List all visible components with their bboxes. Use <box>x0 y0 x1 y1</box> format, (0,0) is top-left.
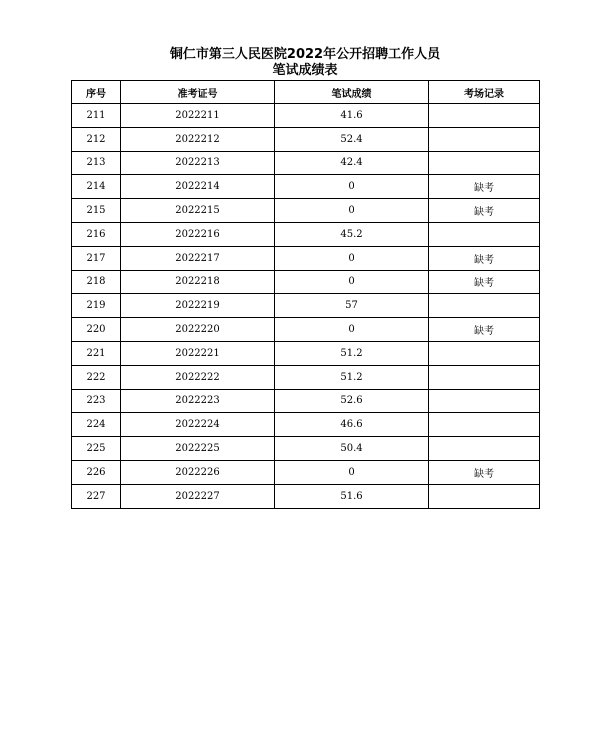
written-score-cell: 0 <box>275 460 429 484</box>
written-score-cell: 0 <box>275 318 429 342</box>
written-score-cell: 51.2 <box>275 365 429 389</box>
ticket-number-cell: 2022225 <box>121 437 275 461</box>
serial-number-cell: 215 <box>72 199 121 223</box>
table-row <box>72 484 540 508</box>
page-subtitle: 笔试成绩表 <box>272 63 338 78</box>
header-serial-number: 序号 <box>72 81 121 104</box>
page-title: 铜仁市第三人民医院2022年公开招聘工作人员 <box>169 47 441 62</box>
written-score-cell: 51.2 <box>275 341 429 365</box>
ticket-number-cell: 2022214 <box>121 175 275 199</box>
table-row <box>72 460 540 484</box>
written-score-cell: 41.6 <box>275 104 429 128</box>
table-row <box>72 104 540 128</box>
header-ticket-number: 准考证号 <box>121 81 275 104</box>
serial-number-cell: 213 <box>72 151 121 175</box>
ticket-number-cell: 2022227 <box>121 484 275 508</box>
ticket-number-cell: 2022218 <box>121 270 275 294</box>
table-body <box>72 104 540 509</box>
table-row <box>72 389 540 413</box>
exam-record-cell: 缺考 <box>429 175 540 199</box>
exam-record-cell <box>429 484 540 508</box>
serial-number-cell: 218 <box>72 270 121 294</box>
table-row <box>72 294 540 318</box>
serial-number-cell: 225 <box>72 437 121 461</box>
table-row <box>72 413 540 437</box>
exam-record-cell <box>429 341 540 365</box>
written-score-cell: 0 <box>275 175 429 199</box>
exam-record-cell <box>429 222 540 246</box>
serial-number-cell: 222 <box>72 365 121 389</box>
serial-number-cell: 219 <box>72 294 121 318</box>
serial-number-cell: 226 <box>72 460 121 484</box>
ticket-number-cell: 2022226 <box>121 460 275 484</box>
exam-record-cell <box>429 294 540 318</box>
written-score-cell: 0 <box>275 270 429 294</box>
ticket-number-cell: 2022221 <box>121 341 275 365</box>
exam-record-cell: 缺考 <box>429 318 540 342</box>
written-score-cell: 52.6 <box>275 389 429 413</box>
serial-number-cell: 220 <box>72 318 121 342</box>
written-score-cell: 51.6 <box>275 484 429 508</box>
ticket-number-cell: 2022222 <box>121 365 275 389</box>
table-row <box>72 365 540 389</box>
ticket-number-cell: 2022219 <box>121 294 275 318</box>
ticket-number-cell: 2022216 <box>121 222 275 246</box>
table-row <box>72 127 540 151</box>
score-table <box>71 80 540 509</box>
written-score-cell: 0 <box>275 246 429 270</box>
table-row <box>72 199 540 223</box>
written-score-cell: 45.2 <box>275 222 429 246</box>
written-score-cell: 46.6 <box>275 413 429 437</box>
table-row <box>72 341 540 365</box>
exam-record-cell <box>429 151 540 175</box>
ticket-number-cell: 2022215 <box>121 199 275 223</box>
exam-record-cell: 缺考 <box>429 199 540 223</box>
written-score-cell: 57 <box>275 294 429 318</box>
serial-number-cell: 211 <box>72 104 121 128</box>
header-written-score: 笔试成绩 <box>275 81 429 104</box>
exam-record-cell: 缺考 <box>429 460 540 484</box>
written-score-cell: 52.4 <box>275 127 429 151</box>
exam-record-cell <box>429 127 540 151</box>
serial-number-cell: 216 <box>72 222 121 246</box>
exam-record-cell <box>429 365 540 389</box>
serial-number-cell: 223 <box>72 389 121 413</box>
exam-record-cell: 缺考 <box>429 270 540 294</box>
written-score-cell: 42.4 <box>275 151 429 175</box>
serial-number-cell: 221 <box>72 341 121 365</box>
serial-number-cell: 227 <box>72 484 121 508</box>
table-row <box>72 270 540 294</box>
written-score-cell: 0 <box>275 199 429 223</box>
serial-number-cell: 214 <box>72 175 121 199</box>
ticket-number-cell: 2022213 <box>121 151 275 175</box>
header-exam-record: 考场记录 <box>429 81 540 104</box>
table-header-row <box>72 81 540 104</box>
written-score-cell: 50.4 <box>275 437 429 461</box>
exam-record-cell: 缺考 <box>429 246 540 270</box>
exam-record-cell <box>429 413 540 437</box>
serial-number-cell: 212 <box>72 127 121 151</box>
exam-record-cell <box>429 104 540 128</box>
table-row <box>72 318 540 342</box>
table-row <box>72 437 540 461</box>
table-row <box>72 246 540 270</box>
serial-number-cell: 224 <box>72 413 121 437</box>
ticket-number-cell: 2022220 <box>121 318 275 342</box>
ticket-number-cell: 2022212 <box>121 127 275 151</box>
ticket-number-cell: 2022211 <box>121 104 275 128</box>
table-row <box>72 175 540 199</box>
ticket-number-cell: 2022217 <box>121 246 275 270</box>
ticket-number-cell: 2022224 <box>121 413 275 437</box>
table-row <box>72 151 540 175</box>
serial-number-cell: 217 <box>72 246 121 270</box>
exam-record-cell <box>429 437 540 461</box>
ticket-number-cell: 2022223 <box>121 389 275 413</box>
table-row <box>72 222 540 246</box>
exam-record-cell <box>429 389 540 413</box>
